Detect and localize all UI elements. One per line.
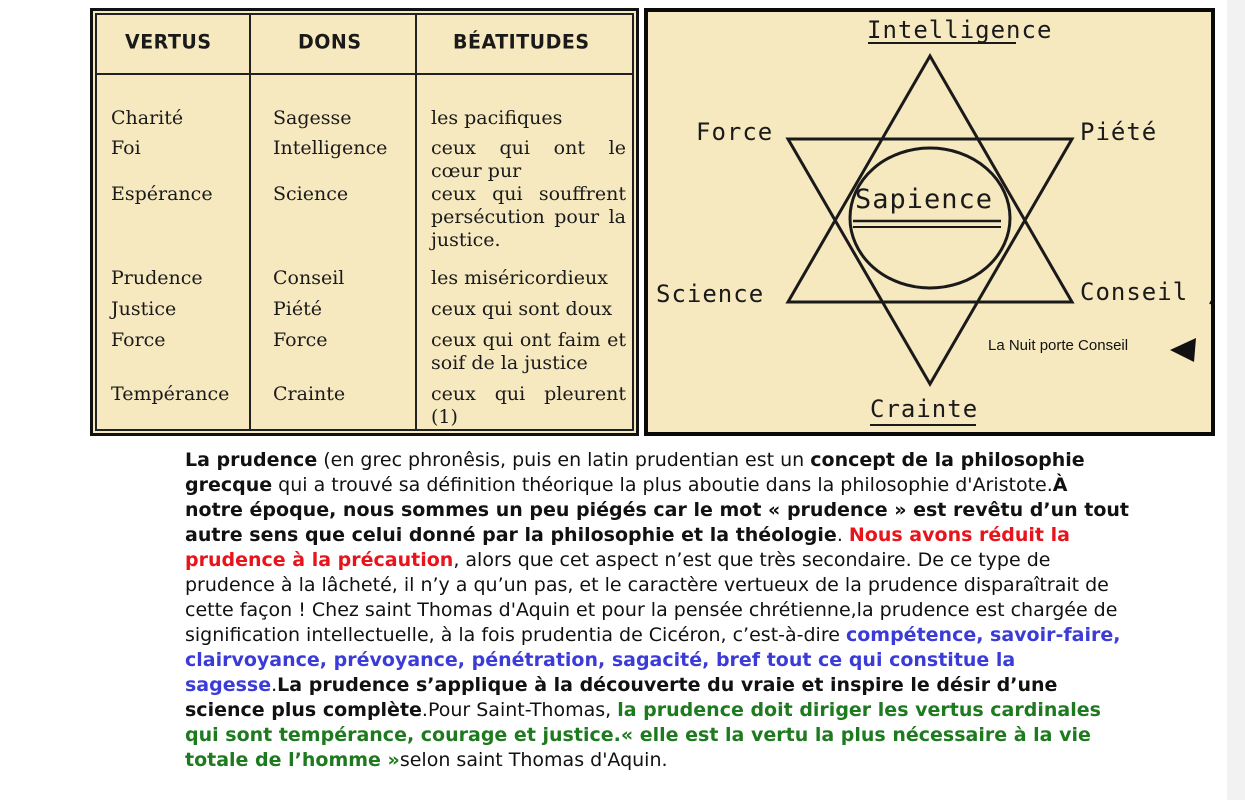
label-science: Science bbox=[656, 280, 765, 308]
center-circle bbox=[850, 148, 1010, 288]
text-run-green: la prudence doit diriger les vertus cardinales qui sont tempérance, courage et justice.« elle est la vertu la plus nécessaire à la vie totale de l’homme » bbox=[185, 699, 1101, 771]
beatitude-cell: les pacifiques bbox=[431, 107, 563, 129]
don-cell: Force bbox=[273, 329, 328, 351]
label-piete: Piété bbox=[1080, 118, 1158, 146]
text-run-bold: concept de la philosophie grecque bbox=[185, 449, 1085, 496]
column-divider bbox=[415, 15, 417, 429]
vertu-cell: Force bbox=[111, 329, 166, 351]
page-scroll-gutter bbox=[1227, 0, 1245, 800]
text-run-bold: À notre époque, nous sommes un peu piégés car le mot « prudence » est revêtu d’un tout autre sens que celui donné par la philosophie et la théologie bbox=[185, 474, 1129, 546]
text-run-blue: compétence, savoir-faire, clairvoyance, prévoyance, pénétration, sagacité, bref tout ce qui constitue la sagesse bbox=[185, 624, 1121, 696]
vertu-cell: Foi bbox=[111, 137, 141, 159]
beatitude-cell: les miséricordieux bbox=[431, 267, 608, 289]
text-run: .Pour Saint-Thomas, bbox=[421, 699, 618, 721]
text-run: (en grec phronêsis, puis en latin prudentian est un bbox=[317, 449, 811, 471]
vertu-cell: Justice bbox=[111, 298, 177, 320]
don-cell: Crainte bbox=[273, 383, 346, 405]
label-sapience: Sapience bbox=[855, 184, 994, 215]
beatitude-cell: ceux qui souffrent persécution pour la justice. bbox=[431, 183, 626, 251]
beatitude-cell: ceux qui pleurent (1) bbox=[431, 383, 626, 428]
header-vertus: VERTUS bbox=[125, 30, 212, 54]
beatitude-cell: ceux qui ont le cœur pur bbox=[431, 137, 626, 182]
curved-arrow-icon bbox=[1210, 302, 1211, 350]
prudence-paragraph bbox=[185, 448, 1130, 773]
label-conseil: Conseil bbox=[1080, 278, 1189, 306]
beatitude-cell: ceux qui ont faim et soif de la justice bbox=[431, 329, 626, 374]
don-cell: Sagesse bbox=[273, 107, 352, 129]
text-run: , alors que cet aspect n’est que très secondaire. De ce type de prudence à la lâcheté, il n’y a qu’un pas, et le caractère vertueux de la prudence disparaîtrait de cette façon ! Chez saint Thomas d'Aquin et pour la pensée chrétienne,la prudence est chargée de signification intellectuelle, à la fois prudentia de Cicéron, c’est-à-dire bbox=[185, 549, 1118, 646]
vertu-cell: Tempérance bbox=[111, 383, 230, 405]
label-intelligence: Intelligence bbox=[867, 16, 1053, 44]
vertu-cell: Charité bbox=[111, 107, 184, 129]
label-force: Force bbox=[696, 118, 774, 146]
beatitude-cell: ceux qui sont doux bbox=[431, 298, 613, 320]
vertu-cell: Prudence bbox=[111, 267, 203, 289]
label-crainte: Crainte bbox=[870, 395, 979, 423]
column-divider bbox=[249, 15, 251, 429]
header-divider bbox=[97, 73, 632, 75]
arrow-head-icon bbox=[1170, 338, 1196, 362]
text-run-bold: La prudence s’applique à la découverte du vraie et inspire le désir d’une science plus complète bbox=[185, 674, 1058, 721]
don-cell: Science bbox=[273, 183, 349, 205]
upward-triangle bbox=[788, 56, 1072, 302]
text-run: selon saint Thomas d'Aquin. bbox=[399, 749, 668, 771]
text-run-bold: La prudence bbox=[185, 449, 318, 471]
virtues-table bbox=[90, 8, 639, 436]
star-drawing bbox=[648, 12, 1211, 432]
text-run: . bbox=[271, 674, 278, 696]
header-beatitudes: BÉATITUDES bbox=[453, 30, 590, 54]
gifts-star-diagram bbox=[644, 8, 1215, 436]
text-run-red: Nous avons réduit la prudence à la précaution bbox=[185, 524, 1070, 571]
header-dons: DONS bbox=[298, 30, 362, 54]
text-run: qui a trouvé sa définition théorique la plus aboutie dans la philosophie d'Aristote. bbox=[272, 474, 1053, 496]
annotation-nuit-conseil: La Nuit porte Conseil bbox=[988, 337, 1129, 354]
vertu-cell: Espérance bbox=[111, 183, 213, 205]
don-cell: Conseil bbox=[273, 267, 345, 289]
don-cell: Piété bbox=[273, 298, 322, 320]
don-cell: Intelligence bbox=[273, 137, 388, 159]
text-run: . bbox=[836, 524, 849, 546]
